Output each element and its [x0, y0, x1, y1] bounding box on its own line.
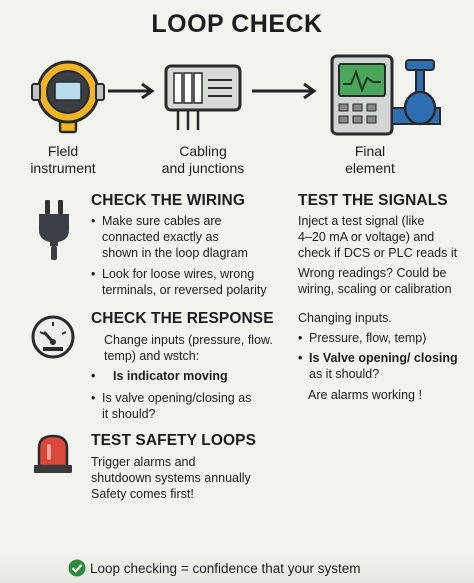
- controller-valve-icon: [326, 52, 442, 138]
- arrow-right-icon: [106, 82, 158, 100]
- list-item: • Look for loose wires, wrong terminals, or reversed polarity: [91, 266, 291, 298]
- safety-title: TEST SAFETY LOOPS: [91, 432, 257, 449]
- wiring-title: CHECK THE WIRING: [91, 192, 246, 209]
- alarms-question: Are alarms working !: [308, 388, 422, 402]
- response-list: [91, 368, 291, 427]
- list-item: • Is indicator moving: [91, 368, 291, 384]
- response-right-list: [298, 330, 470, 387]
- response-title: CHECK THE RESPONSE: [91, 310, 274, 327]
- beacon-icon: [30, 432, 76, 476]
- gauge-icon: [30, 314, 76, 360]
- cabling-label: Cabling and junctions: [161, 143, 245, 176]
- transmitter-icon: [26, 54, 112, 136]
- list-item: • Is Valve opening/ closing as it should?: [298, 350, 470, 382]
- junction-box-icon: [160, 62, 246, 134]
- list-item: • Is valve opening/closing as it should?: [91, 390, 291, 422]
- arrow-right-icon: [250, 82, 322, 100]
- field-instrument-label: Fleld instrument: [30, 143, 96, 176]
- list-item: • Pressure, flow, temp): [298, 330, 470, 346]
- signals-para-1: Inject a test signal (like 4–20 mA or voltage) and check if DCS or PLC reads it: [298, 214, 458, 260]
- plug-icon: [34, 198, 74, 262]
- wiring-list: [91, 213, 291, 303]
- signals-para-2: Wrong readings? Could be wiring, scaling or calibration: [298, 266, 452, 296]
- list-item: • Make sure cables are connacted exactly as shown in the loop dlagram: [91, 213, 291, 261]
- safety-text: Trigger alarms and shutdoown systems annually Safety comes first!: [91, 455, 251, 501]
- page-title: LOOP CHECK: [151, 10, 323, 38]
- check-circle-icon: [68, 559, 86, 577]
- footer-text: Loop checking = confidence that your system: [90, 561, 361, 576]
- response-right-intro: Changing inputs.: [298, 311, 392, 325]
- response-intro: Change inputs (pressure, flow. temp) and wstch:: [104, 333, 273, 363]
- final-element-label: Final element: [345, 143, 395, 176]
- signals-title: TEST THE SIGNALS: [298, 192, 448, 209]
